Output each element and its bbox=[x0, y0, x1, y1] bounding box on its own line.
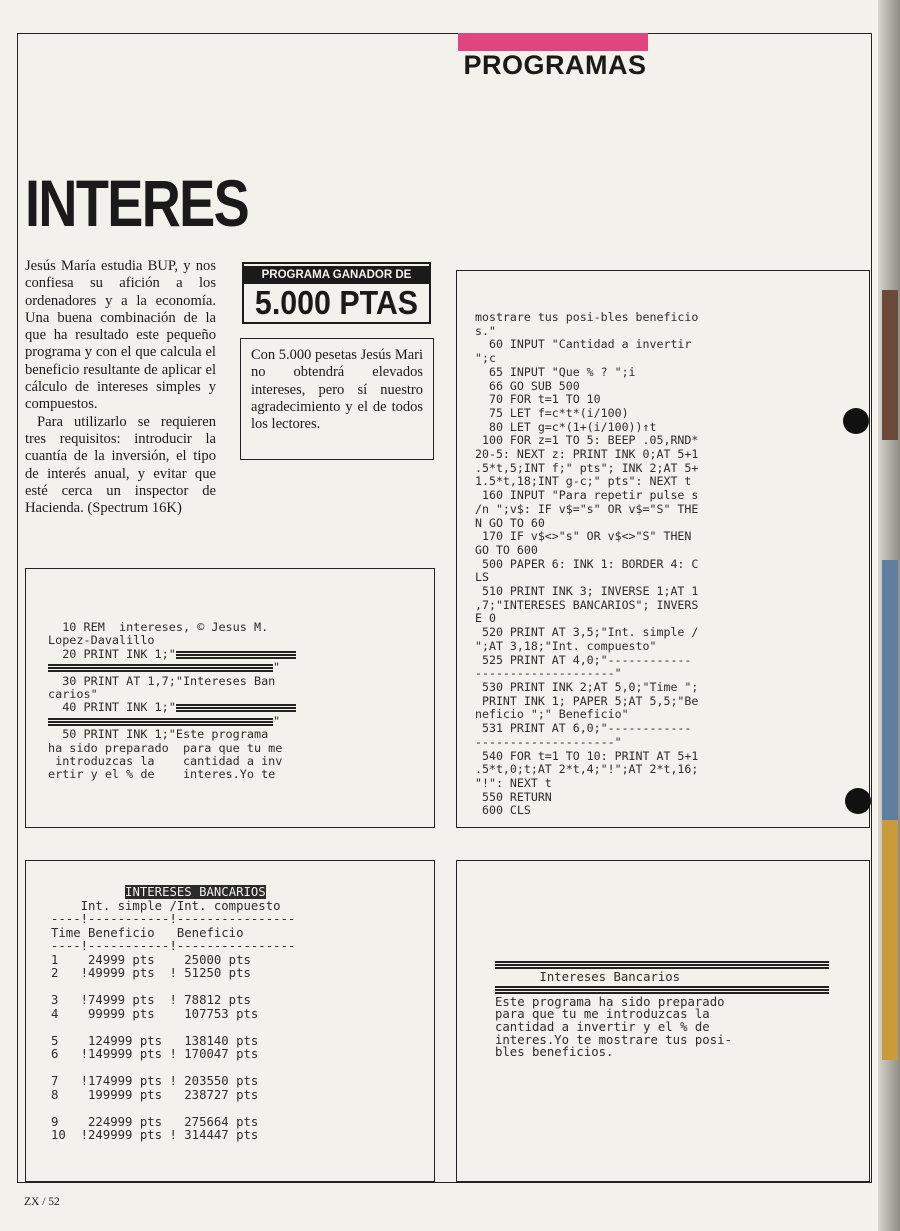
screen-table-title: INTERESES BANCARIOS bbox=[125, 885, 266, 899]
binder-hole-icon bbox=[845, 788, 871, 814]
screen-table bbox=[51, 886, 295, 1143]
screen-intro bbox=[495, 958, 829, 1059]
adjacent-page-edge bbox=[878, 0, 900, 1231]
listing-code-2: mostrare tus posi-bles beneficio s." 60 INPUT "Cantidad a invertir ";c 65 INPUT "Que % ? ";i 66 GO SUB 500 70 FOR t=1 TO 10 75 LET f=c*t*(i/100) 80 LET g=c*(1+(i/100))↑t 100 FOR z=1 TO 5: BEEP .05,RND* 20-5: NEXT z: PRINT INK 0;AT 5+1 .5*t,5;INT f;" pts"; INK 2;AT 5+ 1.5*t,18;INT g-c;" pts": NEXT t 160 INPUT "Para repetir pulse s /n ";v$: IF v$="s" OR v$="S" THE N GO TO 60 170 IF v$<>"s" OR v$<>"S" THEN GO TO 600 500 PAPER 6: INK 1: BORDER 4: C LS 510 PRINT INK 3; INVERSE 1;AT 1 ,7;"INTERESES BANCARIOS"; INVERS E 0 520 PRINT AT 3,5;"Int. simple / ";AT 3,18;"Int. compuesto" 525 PRINT AT 4,0;"------------ --------------------" 530 PRINT INK 2;AT 5,0;"Time "; PRINT INK 1; PAPER 5;AT 5,5;"Be neficio ";" Beneficio" 531 PRINT AT 6,0;"------------ --------------------" 540 FOR t=1 TO 10: PRINT AT 5+1 .5*t,0;t;AT 2*t,4;"!";AT 2*t,16; "!": NEXT t 550 RETURN 600 CLS bbox=[475, 310, 699, 818]
listing-line-50: 50 PRINT INK 1;"Este programa bbox=[48, 727, 269, 742]
screen-table-body: Int. simple /Int. compuesto ----!-----------!---------------- Time Beneficio Beneficio ----!-----------!---------------- 1 24999 pts 25000 pts 2 !49999 pts ! 51250 pts 3 !74999 pts ! 78812 pts 4 99999 pts 107753 pts 5 124999 pts 138140 pts 6 !149999 pts ! 170047 pts 7 !174999 pts ! 203550 pts 8 199999 pts 238727 pts 9 224999 pts 275664 pts 10 !249999 pts ! 314447 pts bbox=[51, 898, 296, 1142]
listing-line-50-cont1: ha sido preparado para que tu me bbox=[48, 740, 283, 755]
page-number: ZX / 52 bbox=[24, 1196, 60, 1208]
listing-line-50-cont2: introduzcas la cantidad a inv bbox=[48, 754, 283, 769]
listing-line-50-cont3: ertir y el % de interes.Yo te bbox=[48, 767, 276, 782]
listing-line-40: 40 PRINT INK 1;" bbox=[48, 700, 176, 715]
screen-intro-text: Este programa ha sido preparado para que tu me introduzcas la cantidad a invertir y el % de interes.Yo te mostrare tus posi- bles beneficios. bbox=[495, 994, 732, 1060]
screen-output-intro bbox=[456, 860, 870, 1182]
intro-paragraph-1: Jesús María estudia BUP, y nos confiesa su afición a los ordenadores y a la economía. Una buena combinación de la que ha resultado este pequeño programa y con el que calcula el beneficio resultante de aplicar el cálculo de intereses simples y compuestos. bbox=[25, 258, 216, 413]
graphics-bar-icon bbox=[176, 650, 296, 659]
program-listing-part-2 bbox=[456, 270, 870, 828]
prize-banner bbox=[242, 262, 431, 324]
section-title: PROGRAMAS bbox=[463, 50, 647, 80]
graphics-bar-icon bbox=[48, 663, 273, 672]
graphics-bar-icon bbox=[176, 703, 296, 712]
graphics-bar-icon bbox=[495, 985, 829, 994]
prize-banner-caption: PROGRAMA GANADOR DE bbox=[244, 266, 429, 284]
article-title: INTERES bbox=[25, 166, 249, 240]
graphics-bar-icon bbox=[48, 717, 273, 726]
prize-banner-amount: 5.000 PTAS bbox=[254, 284, 419, 321]
graphics-bar-icon bbox=[495, 960, 829, 969]
intro-paragraph-2: Para utilizarlo se requieren tres requisitos: introducir la cuantía de la inversión, el tipo de interés anual, y evitar que esté cerca un inspector de Hacienda. (Spectrum 16K) bbox=[25, 413, 216, 517]
listing-line-30: 30 PRINT AT 1,7;"Intereses Ban bbox=[48, 673, 276, 688]
screen-intro-heading: Intereses Bancarios bbox=[539, 969, 681, 984]
program-listing-part-1 bbox=[25, 568, 435, 828]
prize-note: Con 5.000 pesetas Jesús Mari no obtendrá elevados intereses, pero sí nuestro agradecimiento y el de todos los lectores. bbox=[240, 338, 434, 460]
section-color-tab bbox=[458, 33, 648, 51]
listing-line-30-cont: carios" bbox=[48, 687, 98, 702]
intro-text bbox=[25, 258, 216, 517]
listing-code-1: 10 REM intereses, © Jesus M. Lopez-Davalillo 20 PRINT INK 1;" " 30 PRINT AT 1,7;"Intereses Ban carios" 40 PRINT INK 1;" " 50 PRINT INK 1;"Este programa ha sido preparado para que tu me introduzcas la cantidad a inv ertir y el % de interes.Yo te bbox=[48, 621, 296, 782]
listing-line-10: 10 REM intereses, © Jesus M. bbox=[48, 620, 269, 634]
listing-line-20: 20 PRINT INK 1;" bbox=[48, 646, 176, 661]
screen-output-table bbox=[25, 860, 435, 1182]
binder-hole-icon bbox=[843, 408, 869, 434]
listing-line-10-cont: Lopez-Davalillo bbox=[48, 633, 155, 648]
